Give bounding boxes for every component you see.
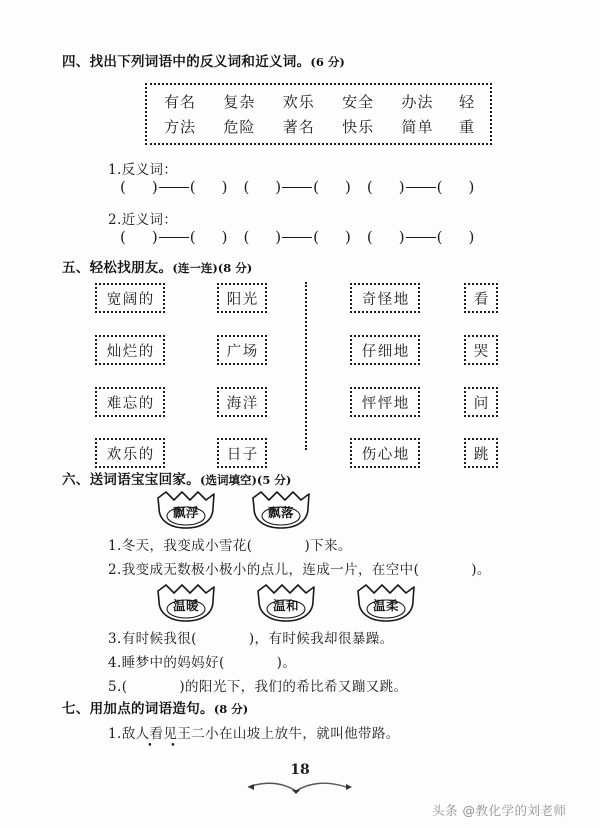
answer-pair[interactable] [243,230,350,245]
link-dash [406,187,436,189]
section-5-points: (8 分) [217,261,253,275]
paren-close: ) [275,178,282,196]
match-item-col3[interactable]: 伤心地 [350,438,420,468]
item-number: 5. [108,679,122,695]
word-bank-cell: 办法 [401,93,434,111]
section-4-item-1-label [108,158,177,178]
section-7-question-1 [108,722,400,742]
section-5-heading [62,256,252,276]
emphasized-word: 看见 • • [150,726,178,742]
word-bubble[interactable] [155,583,217,623]
word-bubble[interactable] [155,490,217,530]
paren-close: ) [151,178,158,196]
item-number: 3. [108,631,122,647]
section-6-note: (选词填空) [200,473,257,487]
answer-pair[interactable] [367,180,474,195]
section-4-answer-row-1[interactable] [120,180,474,195]
word-bubble[interactable] [255,583,317,623]
paren-close: ) [345,178,351,196]
paren-open: ( [436,228,443,246]
word-bank-cell: 重 [458,118,475,136]
question-text-after: )。 [276,655,297,671]
word-bank-cell: 方法 [163,118,196,136]
section-6-question-5 [108,675,407,695]
match-item-col2[interactable]: 日子 [217,438,267,468]
match-item-col2[interactable]: 阳光 [217,283,267,313]
link-dash [159,237,189,239]
paren-close: ) [468,228,475,246]
page-number: 18 [290,762,310,778]
word-bank-cell: 复杂 [223,93,256,111]
word-bank-cell: 简单 [401,118,434,136]
section-6-question-2 [108,558,491,578]
section-6-points: (5 分) [256,473,292,487]
match-item-col3[interactable]: 仔细地 [350,335,420,365]
section-5-title: 五、轻松找朋友。 [62,260,173,276]
word-bubble-label: 温柔 [372,598,399,613]
paren-close: ) [398,178,405,196]
paren-open: ( [243,228,250,246]
question-text-before: 有时候我很( [121,631,197,647]
paren-open: ( [120,178,126,196]
match-item-col1[interactable]: 宽阔的 [95,283,165,313]
section-6-question-3 [108,627,394,647]
item-number: 1. [108,162,122,178]
paren-close: ) [221,178,228,196]
match-item-col4[interactable]: 跳 [464,438,498,468]
word-bubble-label: 温和 [272,598,299,613]
answer-pair[interactable] [120,230,227,245]
question-text-after: )，有时候我却很暴躁。 [248,631,394,647]
answer-pair[interactable] [120,180,227,195]
question-text-before: 睡梦中的妈妈好( [121,655,225,671]
paren-open: ( [189,178,196,196]
word-bubble-label: 飘落 [267,505,294,520]
word-bank-cell: 欢乐 [282,93,315,111]
question-text-after: )的阳光下，我们的希比希又蹦又跳。 [179,679,408,695]
word-bank-cell: 快乐 [342,118,375,136]
section-6-question-4 [108,651,296,671]
answer-pair[interactable] [243,180,350,195]
word-bubble[interactable] [250,490,312,530]
paren-open: ( [243,178,250,196]
match-item-col4[interactable]: 哭 [464,335,498,365]
paren-close: ) [151,228,158,246]
item-number: 2. [108,212,122,228]
word-bank-cell: 著名 [282,118,315,136]
paren-open: ( [189,228,196,246]
item-number: 4. [108,655,122,671]
match-item-col3[interactable]: 奇怪地 [350,283,420,313]
word-bank-cell: 危险 [223,118,256,136]
match-item-col1[interactable]: 灿烂的 [95,335,165,365]
item-number: 1. [108,538,122,554]
word-bubble-label: 飘浮 [172,505,199,520]
section-7-points: (8 分) [213,702,249,716]
section-5-note: (连一连) [172,261,218,275]
word-bubble[interactable] [355,583,417,623]
question-text-before: ( [121,679,128,695]
match-item-col4[interactable]: 问 [464,387,498,417]
match-item-col4[interactable]: 看 [464,283,498,313]
section-4-points: (6 分) [310,55,345,69]
section-4-word-bank [145,83,492,145]
section-7-title: 七、用加点的词语造句。 [62,701,214,717]
paren-open: ( [120,228,126,246]
word-bubble-label: 温暖 [172,598,199,613]
section-6-question-1 [108,534,352,554]
paren-close: ) [345,228,351,246]
paren-close: ) [275,228,282,246]
section-4-item-2-label [108,208,177,228]
paren-close: ) [398,228,405,246]
link-dash [159,187,189,189]
paren-close: ) [468,178,475,196]
question-text-after: )。 [471,562,491,578]
match-item-col2[interactable]: 广场 [217,335,267,365]
section-4-heading [62,50,345,70]
word-bank-cell: 有名 [163,93,196,111]
word-bank-row-1 [157,90,480,115]
question-text-before: 冬天，我变成小雪花( [121,538,253,554]
match-item-col3[interactable]: 怦怦地 [350,387,420,417]
paren-open: ( [313,178,320,196]
paren-open: ( [436,178,443,196]
link-dash [282,187,312,189]
paren-open: ( [313,228,320,246]
link-dash [406,237,436,239]
section-6-title: 六、送词语宝宝回家。 [62,472,200,488]
word-bank-cell: 轻 [458,93,475,111]
section-7-heading [62,697,248,717]
section-4-answer-row-2[interactable] [120,230,474,245]
sentence-part-1: 敌人 [121,726,150,742]
section-4-title: 四、找出下列词语中的反义词和近义词。 [62,54,311,70]
question-text-before: 我变成无数极小极小的点儿，连成一片，在空中( [121,562,420,578]
match-item-col2[interactable]: 海洋 [217,387,267,417]
item-number: 1. [108,726,122,742]
word-bank-cell: 安全 [342,93,375,111]
paren-close: ) [221,228,228,246]
item-text: 近义词： [121,212,178,228]
section-6-heading [62,468,291,488]
sentence-part-2: 王二小在山坡上放牛，就叫他带路。 [177,726,400,742]
match-item-col1[interactable]: 难忘的 [95,387,165,417]
item-number: 2. [108,562,122,578]
link-dash [282,237,312,239]
watermark: 头条 @教化学的刘老师 [432,803,567,818]
question-text-after: )下来。 [304,538,352,554]
paren-open: ( [366,178,373,196]
matching-column-divider [305,282,307,450]
word-bank-row-2 [157,115,480,140]
paren-open: ( [366,228,373,246]
match-item-col1[interactable]: 欢乐的 [95,438,165,468]
item-text: 反义词： [121,162,178,178]
answer-pair[interactable] [367,230,474,245]
